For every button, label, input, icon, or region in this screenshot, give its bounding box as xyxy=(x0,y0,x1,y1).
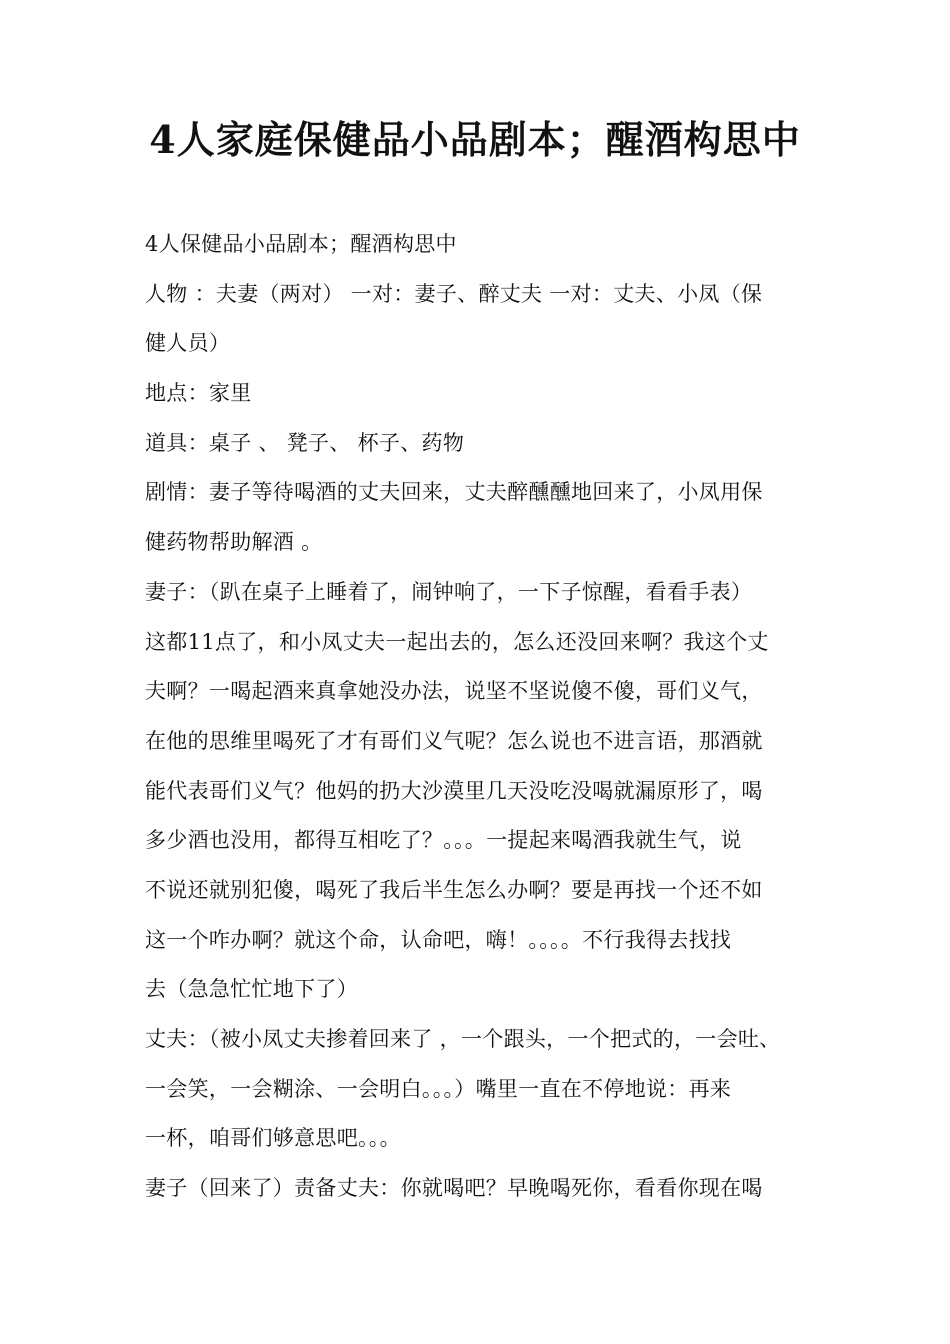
body-line: 这都11点了，和小凤丈夫一起出去的，怎么还没回来啊？我这个丈 xyxy=(145,629,769,654)
body-line: 多少酒也没用，都得互相吃了？。。。一提起来喝酒我就生气，说 xyxy=(145,828,742,853)
body-line: 健人员） xyxy=(145,331,231,356)
body-line: 道具：桌子 、 凳子、 杯子、药物 xyxy=(145,430,465,455)
body-line: 夫啊？一喝起酒来真拿她没办法，说坚不坚说傻不傻，哥们义气， xyxy=(145,679,763,704)
body-line: 一会笑，一会糊涂、一会明白。。。）嘴里一直在不停地说：再来 xyxy=(145,1076,732,1101)
body-line: 能代表哥们义气？他妈的扔大沙漠里几天没吃没喝就漏原形了，喝 xyxy=(145,778,763,803)
body-line: 人物 ：夫妻（两对） 一对：妻子、醉丈夫 一对：丈夫、小凤（保 xyxy=(145,281,763,306)
body-line: 这一个咋办啊？就这个命，认命吧，嗨！。。。。不行我得去找找 xyxy=(145,927,732,952)
body-line: 健药物帮助解酒 。 xyxy=(145,530,323,555)
body-line: 去（急急忙忙地下了） xyxy=(145,977,358,1002)
body-line: 一杯，咱哥们够意思吧。。。 xyxy=(145,1126,401,1151)
body-line: 妻子：（趴在桌子上睡着了，闹钟响了，一下子惊醒，看看手表） xyxy=(145,579,753,604)
body-line: 不说还就别犯傻，喝死了我后半生怎么办啊？要是再找一个还不如 xyxy=(145,877,763,902)
body-line: 丈夫：（被小凤丈夫掺着回来了 ，一个跟头，一个把式的，一会吐、 xyxy=(145,1027,781,1051)
document-body xyxy=(145,220,825,1214)
body-line: 地点：家里 xyxy=(145,381,252,406)
document-title: 4人家庭保健品小品剧本；醒酒构思中 xyxy=(149,117,801,162)
body-line: 在他的思维里喝死了才有哥们义气呢？怎么说也不进言语，那酒就 xyxy=(145,728,763,753)
body-line: 妻子（回来了）责备丈夫：你就喝吧？早晚喝死你，看看你现在喝 xyxy=(145,1176,763,1201)
body-line: 剧情：妻子等待喝酒的丈夫回来，丈夫醉醺醺地回来了，小凤用保 xyxy=(145,480,763,505)
body-line: 4人保健品小品剧本；醒酒构思中 xyxy=(145,232,457,256)
